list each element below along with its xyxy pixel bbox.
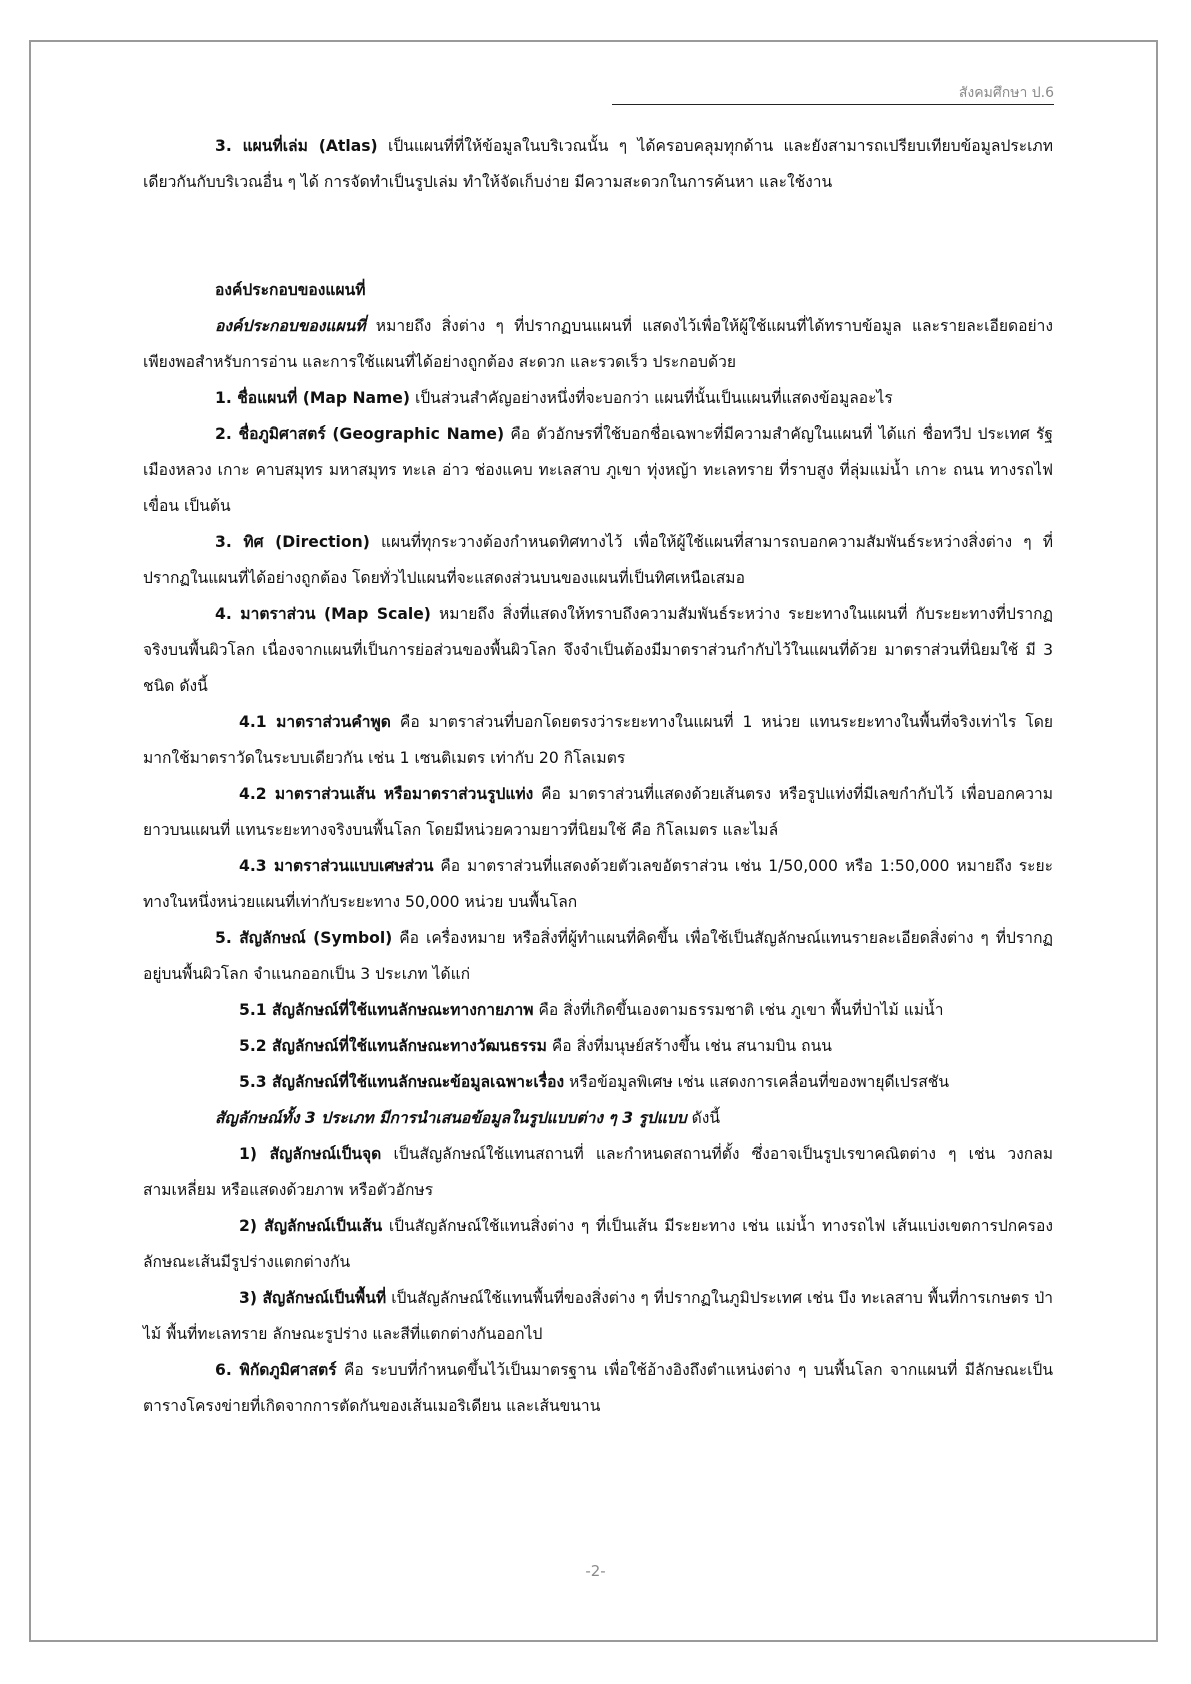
list-item-physical-symbol: [143, 992, 1053, 1028]
list-item-point-symbol: [143, 1136, 1053, 1208]
item5-2-text: คือ สิ่งที่มนุษย์สร้างขึ้น เช่น สนามบิน ถนน: [546, 1037, 832, 1055]
list-item-map-scale: [143, 596, 1053, 704]
item5-3-label: 5.3 สัญลักษณ์ที่ใช้แทนลักษณะข้อมูลเฉพาะเรื่อง: [239, 1073, 565, 1091]
item6-text: คือ ระบบที่กำหนดขึ้นไว้เป็นมาตรฐาน เพื่อใช้อ้างอิงถึงตำแหน่งต่าง ๆ บนพื้นโลก จากแผนที่ มีลักษณะเป็นตารางโครงข่ายที่เกิดจากการตัดกันของเส้นเมอริเดียน และเส้นขนาน: [143, 1361, 1053, 1415]
item3-text: แผนที่ทุกระวางต้องกำหนดทิศทางไว้ เพื่อให้ผู้ใช้แผนที่สามารถบอกความสัมพันธ์ระหว่างสิ่งต่าง ๆ ที่ปรากฏในแผนที่ได้อย่างถูกต้อง โดยทั่วไปแผนที่จะแสดงส่วนบนของแผนที่เป็นทิศเหนือเสมอ: [143, 533, 1053, 587]
sym2-label: 2) สัญลักษณ์เป็นเส้น: [239, 1217, 383, 1235]
list-item-bar-scale: [143, 776, 1053, 848]
atlas-label: 3. แผนที่เล่ม (Atlas): [215, 137, 378, 155]
item5-1-label: 5.1 สัญลักษณ์ที่ใช้แทนลักษณะทางกายภาพ: [239, 1001, 534, 1019]
document-body: [143, 128, 1053, 1424]
item4-1-label: 4.1 มาตราส่วนคำพูด: [239, 713, 391, 731]
item3-label: 3. ทิศ (Direction): [215, 533, 370, 551]
symbols-intro-label: สัญลักษณ์ทั้ง 3 ประเภท มีการนำเสนอข้อมูลในรูปแบบต่าง ๆ 3 รูปแบบ: [215, 1109, 687, 1127]
list-item-geographic-name: [143, 416, 1053, 524]
paragraph-components-definition: [143, 308, 1053, 380]
item4-3-text: คือ มาตราส่วนที่แสดงด้วยตัวเลขอัตราส่วน เช่น 1/50,000 หรือ 1:50,000 หมายถึง ระยะทางในหนึ่งหน่วยแผนที่เท่ากับระยะทาง 50,000 หน่วย บนพื้นโลก: [143, 857, 1053, 911]
list-item-geographic-coordinates: [143, 1352, 1053, 1424]
section-heading: องค์ประกอบของแผนที่: [215, 281, 366, 299]
paragraph-atlas: [143, 128, 1053, 200]
item4-2-text: คือ มาตราส่วนที่แสดงด้วยเส้นตรง หรือรูปแท่งที่มีเลขกำกับไว้ เพื่อบอกความยาวบนแผนที่ แทนระยะทางจริงบนพื้นโลก โดยมีหน่วยความยาวที่นิยมใช้ คือ กิโลเมตร และไมล์: [143, 785, 1054, 839]
sym3-text: เป็นสัญลักษณ์ใช้แทนพื้นที่ของสิ่งต่าง ๆ ที่ปรากฏในภูมิประเทศ เช่น บึง ทะเลสาบ พื้นที่การเกษตร ป่าไม้ พื้นที่ทะเลทราย ลักษณะรูปร่าง และสีที่แตกต่างกันออกไป: [143, 1289, 1053, 1343]
list-item-map-name: [143, 380, 1053, 416]
header-rule: [612, 104, 1054, 105]
item1-label: 1. ชื่อแผนที่ (Map Name): [215, 389, 410, 407]
paragraph-symbol-forms-intro: [143, 1100, 1053, 1136]
sym3-label: 3) สัญลักษณ์เป็นพื้นที่: [239, 1289, 387, 1307]
item4-label: 4. มาตราส่วน (Map Scale): [215, 605, 431, 623]
item4-1-text: คือ มาตราส่วนที่บอกโดยตรงว่าระยะทางในแผนที่ 1 หน่วย แทนระยะทางในพื้นที่จริงเท่าไร โดยมากใช้มาตราวัดในระบบเดียวกัน เช่น 1 เซนติเมตร เท่ากับ 20 กิโลเมตร: [143, 713, 1053, 767]
list-item-verbal-scale: [143, 704, 1053, 776]
list-item-thematic-symbol: [143, 1064, 1053, 1100]
sym1-label: 1) สัญลักษณ์เป็นจุด: [239, 1145, 382, 1163]
components-def-label: องค์ประกอบของแผนที่: [215, 317, 366, 335]
item1-text: เป็นส่วนสำคัญอย่างหนึ่งที่จะบอกว่า แผนที่นั้นเป็นแผนที่แสดงข้อมูลอะไร: [410, 389, 893, 407]
item2-text: คือ ตัวอักษรที่ใช้บอกชื่อเฉพาะที่มีความสำคัญในแผนที่ ได้แก่ ชื่อทวีป ประเทศ รัฐ เมืองหลวง เกาะ คาบสมุทร มหาสมุทร ทะเล อ่าว ช่องแคบ ทะเลสาบ ภูเขา ทุ่งหญ้า ทะเลทราย ที่ราบสูง ที่ลุ่มแม่น้ำ เกาะ ถนน ทางรถไฟ เขื่อน เป็นต้น: [143, 425, 1054, 515]
item4-2-label: 4.2 มาตราส่วนเส้น หรือมาตราส่วนรูปแท่ง: [239, 785, 534, 803]
header-subject: สังคมศึกษา ป.6: [958, 85, 1054, 101]
item5-label: 5. สัญลักษณ์ (Symbol): [215, 929, 393, 947]
item2-label: 2. ชื่อภูมิศาสตร์ (Geographic Name): [215, 425, 505, 443]
symbols-intro-text: ดังนี้: [686, 1109, 721, 1127]
item6-label: 6. พิกัดภูมิศาสตร์: [215, 1361, 337, 1379]
page-number: -2-: [585, 1562, 606, 1580]
spacer: [143, 200, 1053, 272]
list-item-direction: [143, 524, 1053, 596]
list-item-cultural-symbol: [143, 1028, 1053, 1064]
item4-text: หมายถึง สิ่งที่แสดงให้ทราบถึงความสัมพันธ์ระหว่าง ระยะทางในแผนที่ กับระยะทางที่ปรากฏจริงบนพื้นผิวโลก เนื่องจากแผนที่เป็นการย่อส่วนของพื้นผิวโลก จึงจำเป็นต้องมีมาตราส่วนกำกับไว้ในแผนที่ด้วย มาตราส่วนที่นิยมใช้ มี 3 ชนิด ดังนี้: [143, 605, 1053, 695]
item5-1-text: คือ สิ่งที่เกิดขึ้นเองตามธรรมชาติ เช่น ภูเขา พื้นที่ป่าไม้ แม่น้ำ: [533, 1001, 944, 1019]
list-item-symbol: [143, 920, 1053, 992]
item5-2-label: 5.2 สัญลักษณ์ที่ใช้แทนลักษณะทางวัฒนธรรม: [239, 1037, 547, 1055]
sym2-text: เป็นสัญลักษณ์ใช้แทนสิ่งต่าง ๆ ที่เป็นเส้น มีระยะทาง เช่น แม่น้ำ ทางรถไฟ เส้นแบ่งเขตการปกครอง ลักษณะเส้นมีรูปร่างแตกต่างกัน: [143, 1217, 1053, 1271]
item5-3-text: หรือข้อมูลพิเศษ เช่น แสดงการเคลื่อนที่ของพายุดีเปรสชัน: [564, 1073, 950, 1091]
list-item-area-symbol: [143, 1280, 1053, 1352]
components-def-text: หมายถึง สิ่งต่าง ๆ ที่ปรากฏบนแผนที่ แสดงไว้เพื่อให้ผู้ใช้แผนที่ได้ทราบข้อมูล และรายละเอียดอย่างเพียงพอสำหรับการอ่าน และการใช้แผนที่ได้อย่างถูกต้อง สะดวก และรวดเร็ว ประกอบด้วย: [143, 317, 1053, 371]
list-item-line-symbol: [143, 1208, 1053, 1280]
sym1-text: เป็นสัญลักษณ์ใช้แทนสถานที่ และกำหนดสถานที่ตั้ง ซึ่งอาจเป็นรูปเรขาคณิตต่าง ๆ เช่น วงกลม สามเหลี่ยม หรือแสดงด้วยภาพ หรือตัวอักษร: [143, 1145, 1053, 1199]
list-item-fraction-scale: [143, 848, 1053, 920]
item4-3-label: 4.3 มาตราส่วนแบบเศษส่วน: [239, 857, 434, 875]
atlas-text: เป็นแผนที่ที่ให้ข้อมูลในบริเวณนั้น ๆ ได้ครอบคลุมทุกด้าน และยังสามารถเปรียบเทียบข้อมูลประเภทเดียวกันกับบริเวณอื่น ๆ ได้ การจัดทำเป็นรูปเล่ม ทำให้จัดเก็บง่าย มีความสะดวกในการค้นหา และใช้งาน: [143, 137, 1053, 191]
item5-text: คือ เครื่องหมาย หรือสิ่งที่ผู้ทำแผนที่คิดขึ้น เพื่อใช้เป็นสัญลักษณ์แทนรายละเอียดสิ่งต่าง ๆ ที่ปรากฏอยู่บนพื้นผิวโลก จำแนกออกเป็น 3 ประเภท ได้แก่: [143, 929, 1053, 983]
